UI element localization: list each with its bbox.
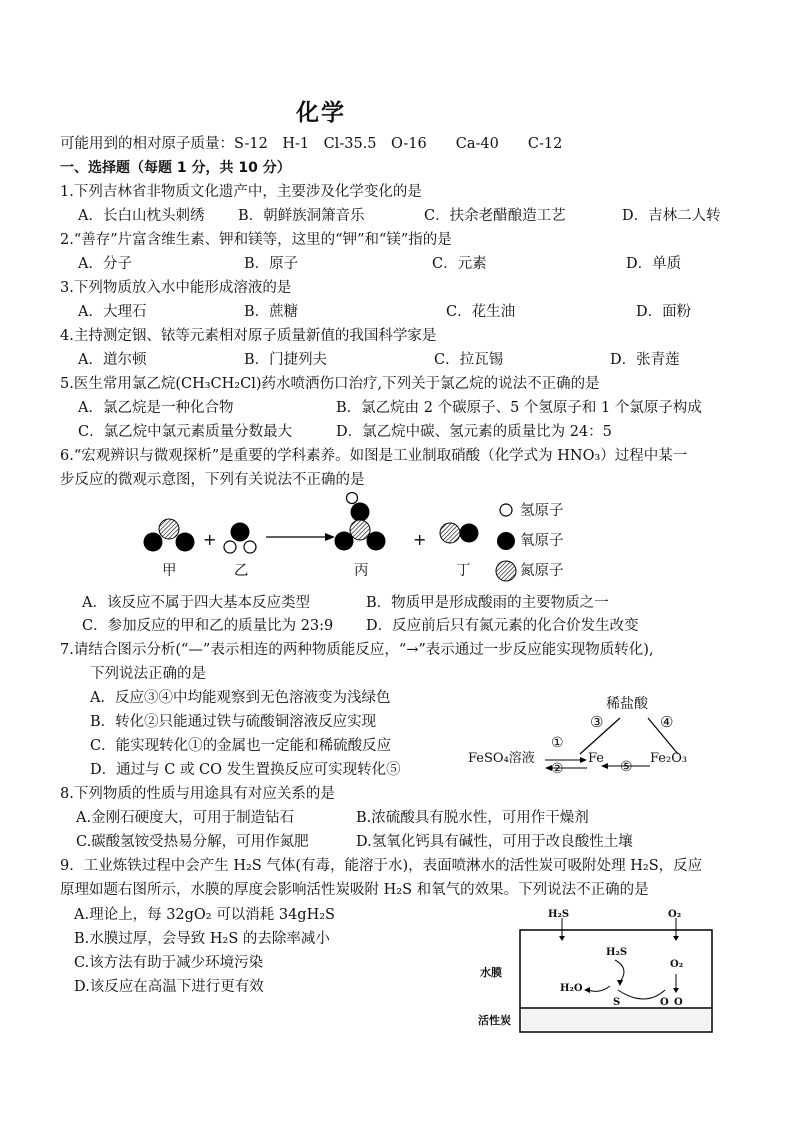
q1-option-d: D．吉林二人转 [622,208,721,224]
diagram-num-1: ① [551,735,564,751]
q6-option-d: D．反应前后只有氮元素的化合价发生改变 [366,618,639,634]
question-3-stem: 3.下列物质放入水中能形成溶液的是 [60,280,292,296]
q8-option-b: B.浓硫酸具有脱水性，可用作干燥剂 [356,810,589,826]
diagram-hcl: 稀盐酸 [606,696,648,712]
q7-conversion-diagram [460,688,720,783]
q9-h2o: H₂O [560,983,583,994]
q9-o-right: O [674,997,683,1008]
q9-option-a: A.理论上，每 32gO₂ 可以消耗 34gH₂S [74,907,335,923]
q7-option-c: C．能实现转化①的金属也一定能和稀硫酸反应 [90,738,392,754]
question-8-stem: 8.下列物质的性质与用途具有对应关系的是 [60,786,335,802]
question-6-stem-line1: 6.“宏观辨识与微观探析”是重要的学科素养。如图是工业制取硝酸（化学式为 HNO₃）过程中某一 [60,448,688,464]
oxygen-atom [335,532,354,551]
section-heading: 一、选择题（每题 1 分，共 10 分） [60,160,291,176]
q3-option-c: C．花生油 [446,304,516,320]
nitrogen-atom [159,519,179,539]
q9-water-film-label: 水膜 [480,966,502,979]
q9-o-left: O [660,997,669,1008]
reaction-arrow [325,533,335,541]
diagram-fe: Fe [588,751,605,766]
legend-oxygen-label: 氧原子 [520,533,564,549]
q5-option-d: D．氯乙烷中碳、氢元素的质量比为 24：5 [336,424,612,440]
diagram-num-5: ⑤ [620,759,633,775]
q9-h2s-top: H₂S [548,909,570,920]
hydrogen-atom [244,541,256,553]
atomic-masses: 可能用到的相对原子质量：S-12 H-1 Cl-35.5 O-16 Ca-40 C-12 [60,136,563,152]
hydrogen-atom [224,541,236,553]
q2-option-a: A．分子 [78,256,132,272]
oxygen-atom [460,524,479,543]
q9-o2-mid: O₂ [670,959,684,970]
q2-option-d: D．单质 [626,256,682,272]
nitrogen-atom [350,520,370,540]
q5-option-b: B．氯乙烷由 2 个碳原子、5 个氢原子和 1 个氯原子构成 [336,400,702,416]
q2-option-c: C．元素 [432,256,487,272]
q4-option-d: D．张青莲 [610,352,680,368]
q6-option-c: C．参加反应的甲和乙的质量比为 23:9 [82,618,334,634]
page-title: 化学 [296,100,346,126]
plus-sign: + [413,530,427,549]
q9-option-d: D.该反应在高温下进行更有效 [74,979,264,995]
q6-option-a: A．该反应不属于四大基本反应类型 [82,595,310,611]
legend-hydrogen-label: 氢原子 [520,503,564,519]
q1-option-a: A．长白山枕头刺绣 [78,208,205,224]
q3-option-d: D．面粉 [636,304,692,320]
label-bing: 丙 [354,563,369,579]
diagram-fe2o3: Fe₂O₃ [650,751,688,766]
diagram-num-4: ④ [660,713,674,731]
hydrogen-atom [347,493,358,504]
q9-h2s-mid: H₂S [606,947,628,958]
question-9-stem-line2: 原理如题右图所示，水膜的厚度会影响活性炭吸附 H₂S 和氧气的效果。下列说法不正确的是 [60,882,649,898]
diagram-num-2: ② [551,761,564,777]
q9-s: S [613,997,621,1008]
question-7-stem-line1: 7.请结合图示分析(“—”表示相连的两种物质能反应，“→”表示通过一步反应能实现物质转化), [60,642,654,658]
diagram-num-3: ③ [590,713,604,731]
q4-option-a: A．道尔顿 [78,352,147,368]
question-9-stem-line1: 9．工业炼铁过程中会产生 H₂S 气体(有毒，能溶于水)，表面喷淋水的活性炭可吸附处理 H₂S，反应 [60,858,703,874]
q1-option-c: C．扶余老醋酿造工艺 [424,208,566,224]
q4-option-c: C．拉瓦锡 [434,352,504,368]
legend-nitrogen-icon [496,561,516,581]
question-7-stem-line2: 下列说法正确的是 [90,666,206,682]
legend-oxygen-icon [497,532,515,550]
q3-option-b: B．蔗糖 [244,304,299,320]
legend-nitrogen-label: 氮原子 [520,563,564,579]
question-4-stem: 4.主持测定铟、铱等元素相对原子质量新值的我国科学家是 [60,328,437,344]
nitrogen-atom [440,523,460,543]
q4-option-b: B．门捷列夫 [244,352,328,368]
question-5-stem: 5.医生常用氯乙烷(CH₃CH₂Cl)药水喷洒伤口治疗,下列关于氯乙烷的说法不正确的是 [60,376,600,392]
question-6-stem-line2: 步反应的微观示意图，下列有关说法不正确的是 [60,472,365,488]
q7-option-a: A．反应③④中均能观察到无色溶液变为浅绿色 [90,690,391,706]
q5-option-c: C．氯乙烷中氯元素质量分数最大 [78,424,293,440]
oxygen-atom [176,533,195,552]
plus-sign: + [203,530,217,549]
q8-option-c: C.碳酸氢铵受热易分解，可用作氮肥 [76,834,309,850]
legend-hydrogen-icon [500,504,512,516]
oxygen-atom [144,533,163,552]
question-1-stem: 1.下列吉林省非物质文化遗产中，主要涉及化学变化的是 [60,184,422,200]
q9-carbon-label: 活性炭 [478,1014,511,1027]
diagram-feso4: FeSO₄溶液 [468,751,535,766]
oxygen-atom [351,503,370,522]
q9-o2-top: O₂ [668,909,682,920]
label-yi: 乙 [234,563,249,579]
q3-option-a: A．大理石 [78,304,147,320]
label-jia: 甲 [162,563,177,579]
q2-option-b: B．原子 [244,256,299,272]
q9-option-c: C.该方法有助于减少环境污染 [74,955,264,971]
oxygen-atom [367,532,386,551]
q8-option-d: D.氢氧化钙具有碱性，可用于改良酸性土壤 [356,834,633,850]
q8-option-a: A.金刚石硬度大，可用于制造钻石 [76,810,295,826]
q9-option-b: B.水膜过厚，会导致 H₂S 的去除率减小 [74,931,330,947]
q6-option-b: B．物质甲是形成酸雨的主要物质之一 [366,595,609,611]
q1-option-b: B．朝鲜族洞箫音乐 [238,208,365,224]
question-2-stem: 2.“善存”片富含维生素、钾和镁等，这里的“钾”和“镁”指的是 [60,232,452,248]
q5-option-a: A．氯乙烷是一种化合物 [78,400,234,416]
q7-option-b: B．转化②只能通过铁与硫酸铜溶液反应实现 [90,714,377,730]
oxygen-atom [231,523,250,542]
label-ding: 丁 [456,563,471,579]
q7-option-d: D．通过与 C 或 CO 发生置换反应可实现转化⑤ [90,762,401,778]
